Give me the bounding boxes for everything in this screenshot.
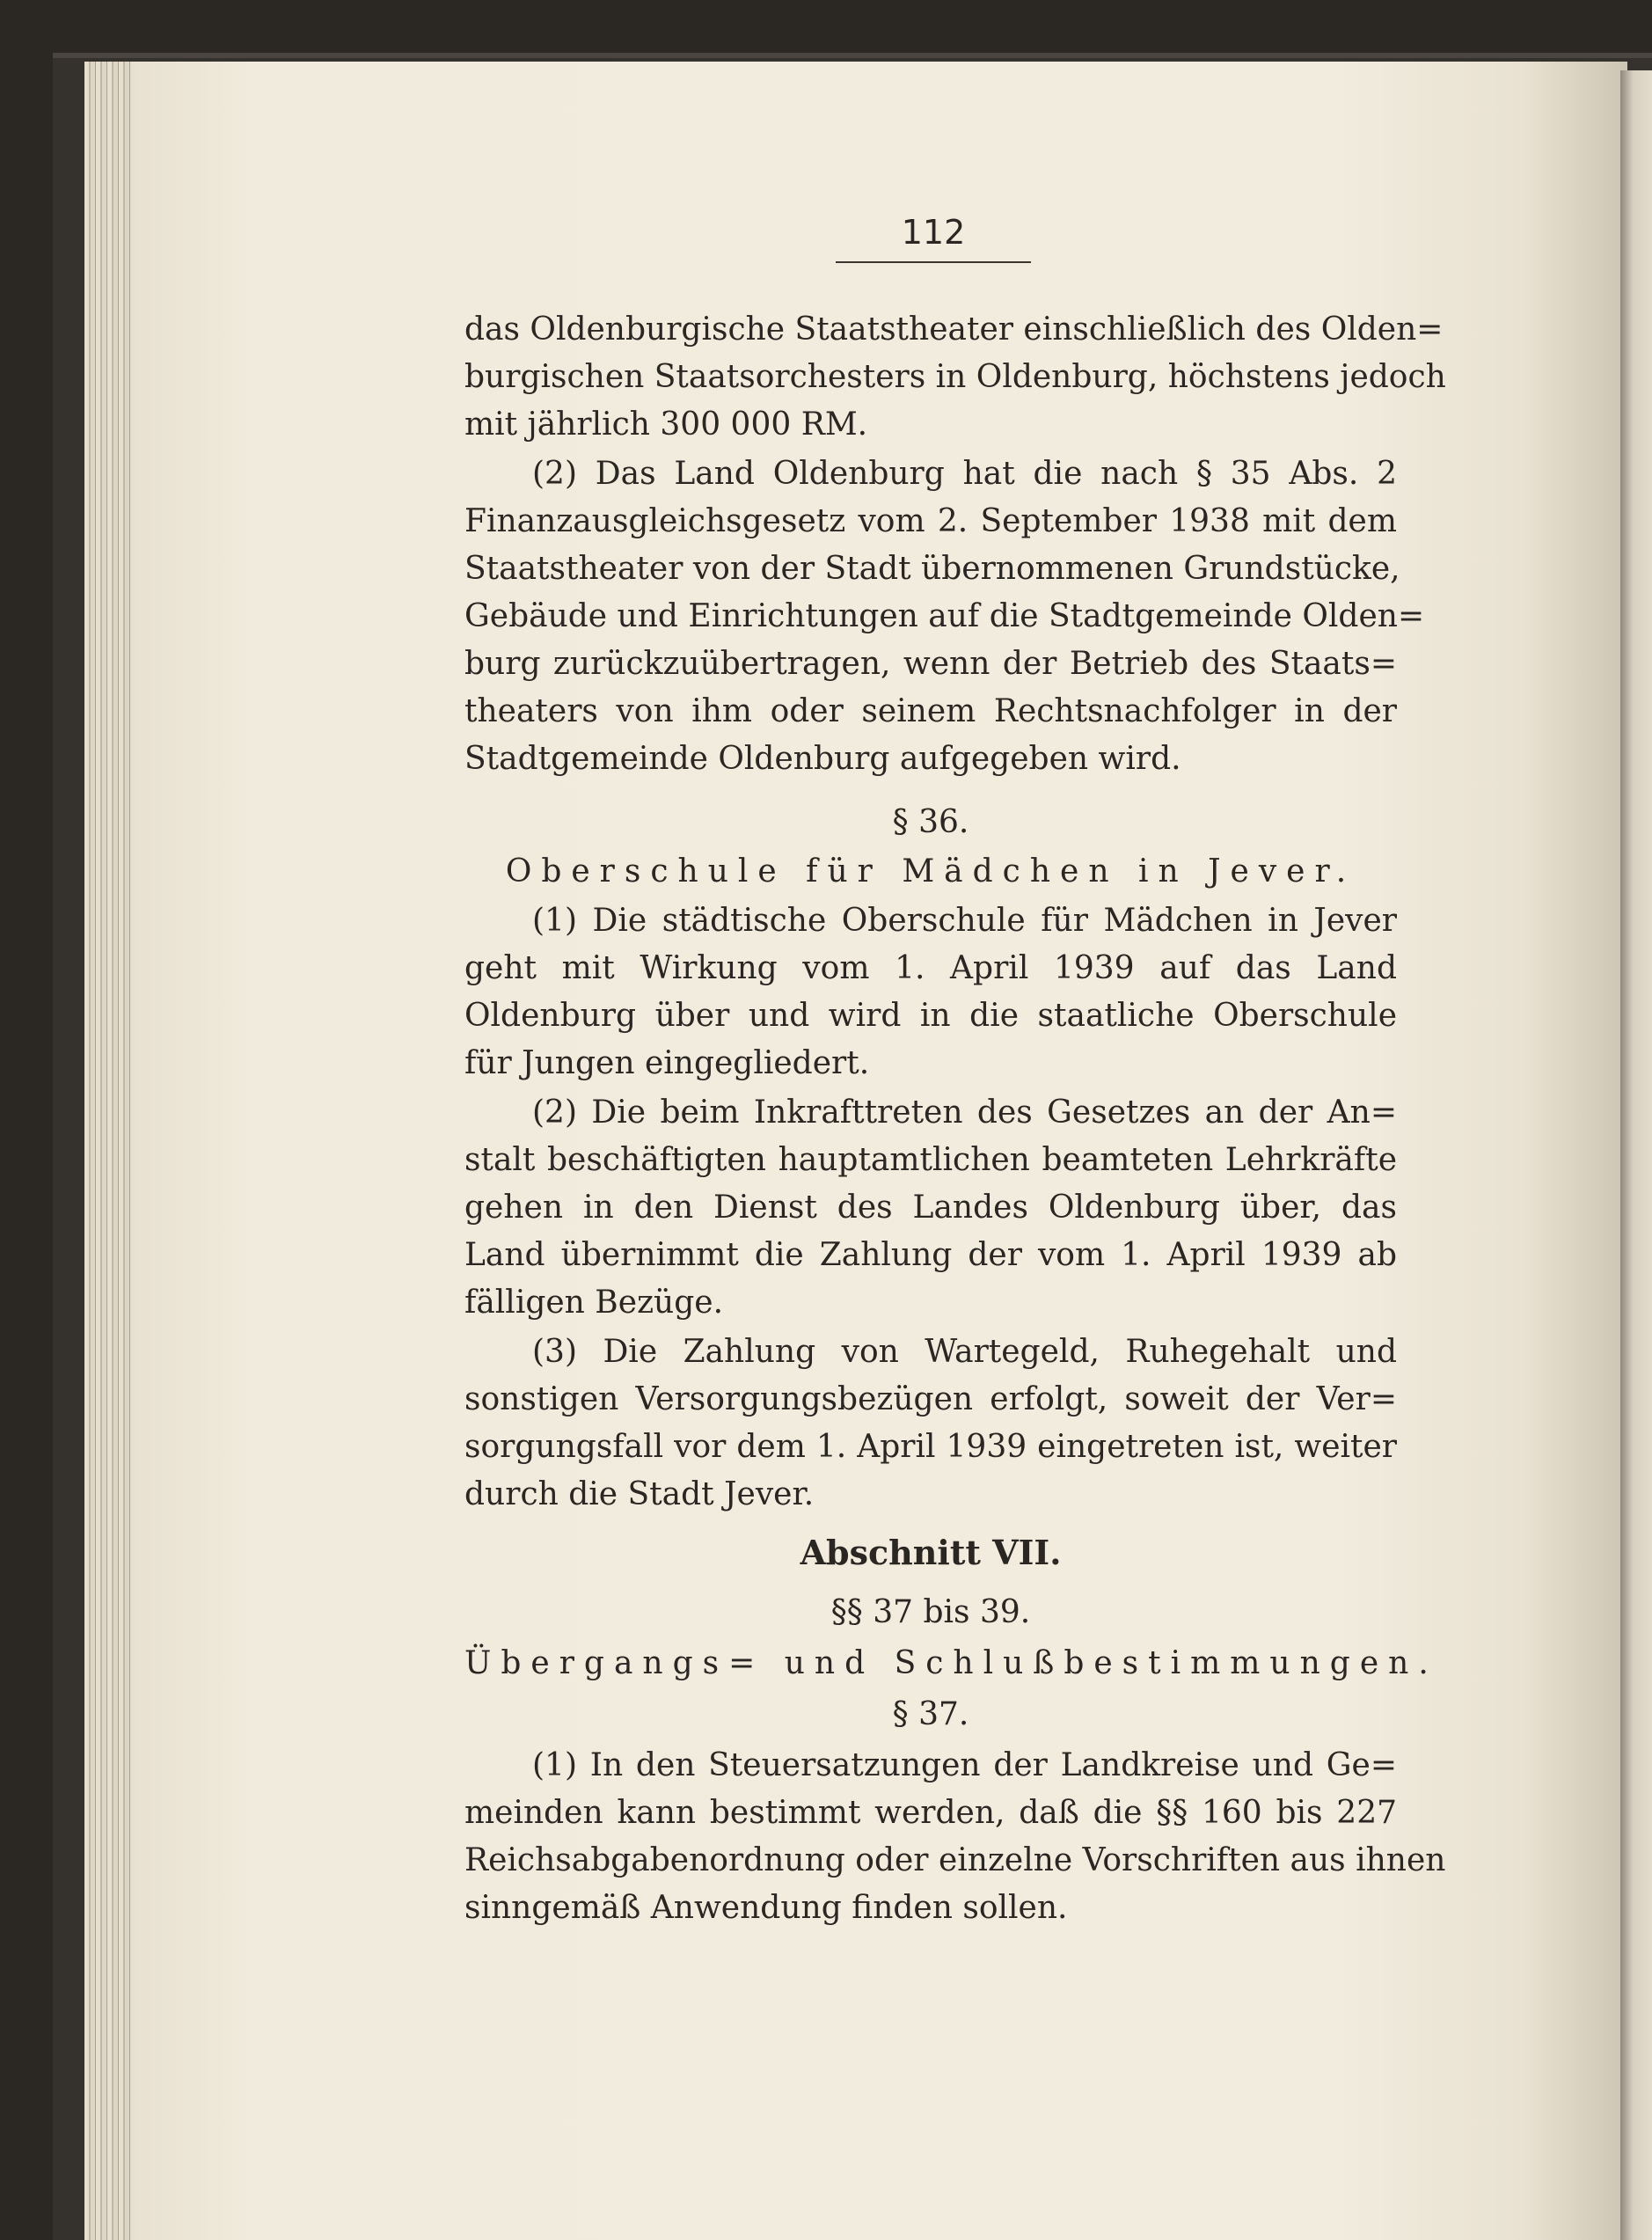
text-line: (3) Die Zahlung von Wartegeld, Ruhegehalt und: [532, 1334, 1397, 1370]
text-line: Oldenburg über und wird in die staatliche Oberschule: [464, 998, 1397, 1034]
text-line: sonstigen Versorgungsbezügen erfolgt, soweit der Ver=: [464, 1381, 1397, 1417]
page-number-rule: [836, 261, 1031, 263]
text-line: Land übernimmt die Zahlung der vom 1. April 1939 ab: [464, 1237, 1397, 1273]
page-number: 112: [901, 213, 966, 252]
chapter-heading: Abschnitt VII.: [800, 1533, 1062, 1572]
text-line: (2) Die beim Inkrafttreten des Gesetzes an der An=: [532, 1094, 1397, 1131]
text-line: fälligen Bezüge.: [464, 1285, 724, 1321]
section-number: § 37.: [892, 1696, 969, 1732]
text-line: durch die Stadt Jever.: [464, 1476, 815, 1512]
text-line: Reichsabgabenordnung oder einzelne Vorschriften aus ihnen: [464, 1842, 1446, 1878]
next-page-edge: [1620, 70, 1652, 2240]
chapter-title: Übergangs= und Schlußbestimmungen.: [464, 1645, 1438, 1681]
text-line: burgischen Staatsorchesters in Oldenburg, höchstens jedoch: [464, 359, 1446, 395]
text-line: Stadtgemeinde Oldenburg aufgegeben wird.: [464, 741, 1181, 777]
text-line: theaters von ihm oder seinem Rechtsnachfolger in der: [464, 693, 1397, 729]
chapter-range: §§ 37 bis 39.: [830, 1594, 1031, 1630]
text-line: gehen in den Dienst des Landes Oldenburg über, das: [464, 1190, 1397, 1226]
text-line: geht mit Wirkung vom 1. April 1939 auf das Land: [464, 950, 1397, 986]
text-line: für Jungen eingegliedert.: [464, 1045, 870, 1081]
text-line: (2) Das Land Oldenburg hat die nach § 35 Abs. 2: [532, 456, 1397, 492]
text-line: (1) In den Steuersatzungen der Landkreise und Ge=: [532, 1747, 1397, 1783]
text-line: stalt beschäftigten hauptamtlichen beamteten Lehrkräfte: [464, 1142, 1397, 1178]
text-line: burg zurückzuübertragen, wenn der Betrieb des Staats=: [464, 646, 1397, 682]
text-line: Gebäude und Einrichtungen auf die Stadtgemeinde Olden=: [464, 598, 1425, 634]
text-line: sinngemäß Anwendung finden sollen.: [464, 1890, 1068, 1926]
text-line: Staatstheater von der Stadt übernommenen Grundstücke,: [464, 551, 1400, 587]
text-line: das Oldenburgische Staatstheater einschließlich des Olden=: [464, 311, 1444, 348]
text-line: mit jährlich 300 000 RM.: [464, 406, 868, 443]
text-line: meinden kann bestimmt werden, daß die §§ 160 bis 227: [464, 1795, 1397, 1831]
section-title: Oberschule für Mädchen in Jever.: [505, 853, 1356, 889]
text-line: (1) Die städtische Oberschule für Mädchen in Jever: [532, 903, 1397, 939]
text-line: Finanzausgleichsgesetz vom 2. September 1938 mit dem: [464, 503, 1397, 539]
section-number: § 36.: [892, 804, 969, 840]
text-line: sorgungsfall vor dem 1. April 1939 eingetreten ist, weiter: [464, 1429, 1397, 1465]
